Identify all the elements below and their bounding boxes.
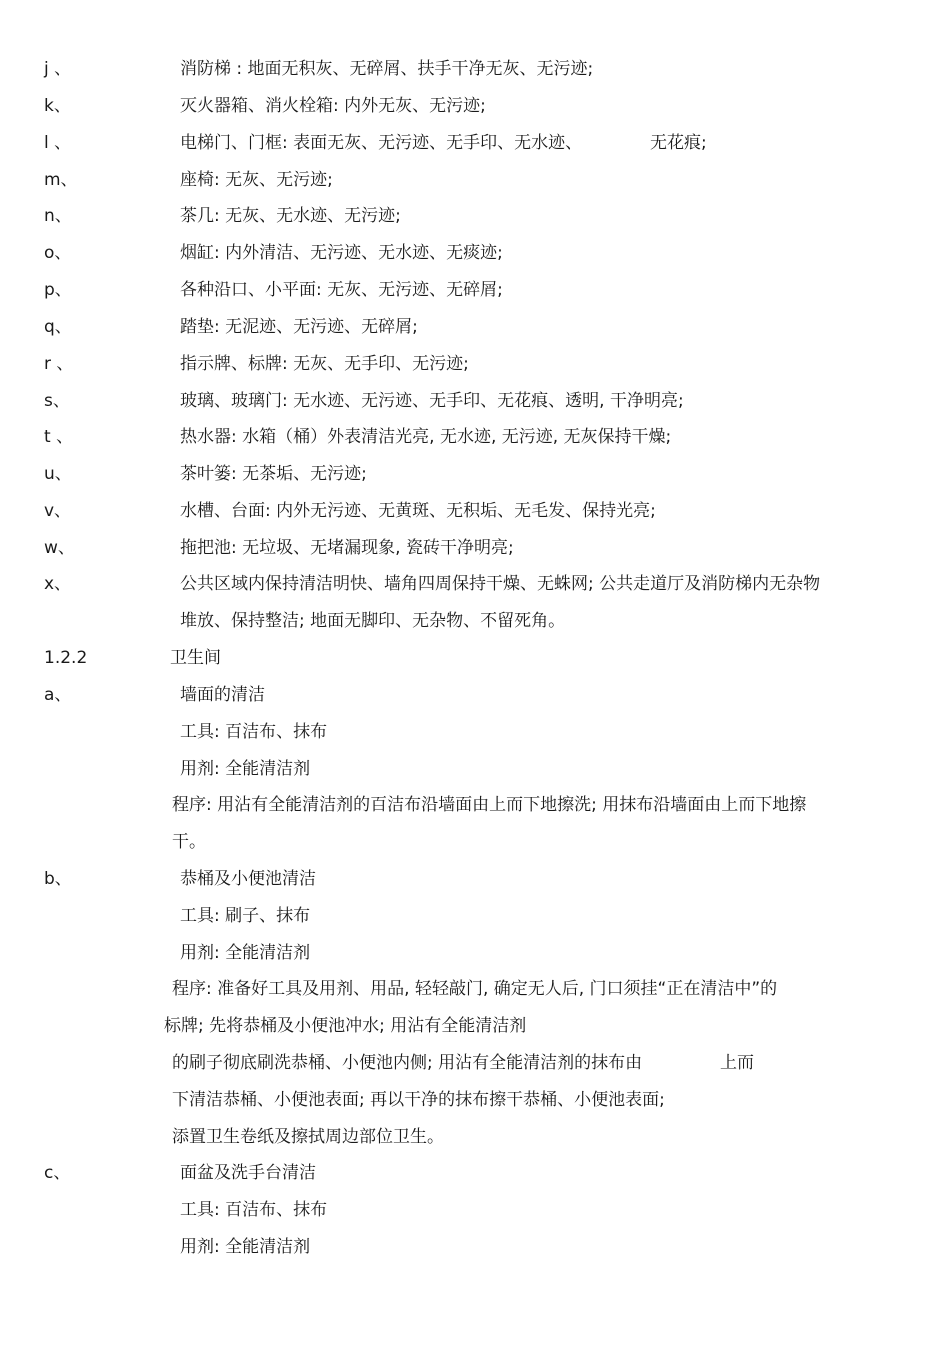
item-marker: t 、	[44, 427, 74, 447]
list-item	[0, 423, 950, 451]
item-text: 电梯门、门框: 表面无灰、无污迹、无手印、无水迹、	[180, 133, 583, 153]
procedure-line	[0, 1012, 950, 1040]
item-text: 堆放、保持整洁; 地面无脚印、无杂物、不留死角。	[180, 611, 566, 631]
item-text-extra: 无花痕;	[650, 133, 707, 153]
item-marker: r 、	[44, 354, 74, 374]
agent-text: 用剂: 全能清洁剂	[180, 759, 311, 779]
subsection-title: 墙面的清洁	[180, 685, 265, 705]
item-marker: w、	[44, 538, 75, 558]
procedure-line	[0, 1086, 950, 1114]
item-text: 茶叶篓: 无茶垢、无污迹;	[180, 464, 367, 484]
subsection-heading	[0, 1159, 950, 1187]
list-item	[0, 387, 950, 415]
procedure-line	[0, 1049, 950, 1077]
item-text: 水槽、台面: 内外无污迹、无黄斑、无积垢、无毛发、保持光亮;	[180, 501, 656, 521]
subsection-marker: b、	[44, 869, 72, 889]
item-marker: x、	[44, 574, 72, 594]
item-marker: l 、	[44, 133, 72, 153]
subsection-marker: a、	[44, 685, 72, 705]
item-marker: u、	[44, 464, 72, 484]
subsection-heading	[0, 865, 950, 893]
list-item	[0, 534, 950, 562]
section-number: 1.2.2	[44, 648, 88, 668]
procedure-text: 添置卫生卷纸及擦拭周边部位卫生。	[172, 1127, 444, 1147]
item-text: 茶几: 无灰、无水迹、无污迹;	[180, 206, 401, 226]
tools-line	[0, 718, 950, 746]
item-text: 消防梯 : 地面无积灰、无碎屑、扶手干净无灰、无污迹;	[180, 59, 594, 79]
procedure-text-extra: 上而	[720, 1053, 754, 1073]
list-item	[0, 570, 950, 598]
item-marker: s、	[44, 391, 70, 411]
item-text: 玻璃、玻璃门: 无水迹、无污迹、无手印、无花痕、透明, 干净明亮;	[180, 391, 684, 411]
subsection-title: 恭桶及小便池清洁	[180, 869, 316, 889]
list-item	[0, 313, 950, 341]
item-text: 各种沿口、小平面: 无灰、无污迹、无碎屑;	[180, 280, 503, 300]
procedure-text: 下清洁恭桶、小便池表面; 再以干净的抹布擦干恭桶、小便池表面;	[172, 1090, 665, 1110]
procedure-text: 程序: 准备好工具及用剂、用品, 轻轻敲门, 确定无人后, 门口须挂“正在清洁中”的	[172, 979, 778, 999]
item-marker: k、	[44, 96, 71, 116]
procedure-text: 标牌; 先将恭桶及小便池冲水; 用沾有全能清洁剂	[164, 1016, 527, 1036]
item-marker: m、	[44, 170, 78, 190]
item-marker: q、	[44, 317, 72, 337]
list-item	[0, 350, 950, 378]
agent-line	[0, 755, 950, 783]
item-marker: j 、	[44, 59, 72, 79]
item-text: 烟缸: 内外清洁、无污迹、无水迹、无痰迹;	[180, 243, 503, 263]
section-heading	[0, 644, 950, 672]
procedure-line	[0, 975, 950, 1003]
item-text: 座椅: 无灰、无污迹;	[180, 170, 333, 190]
procedure-text: 程序: 用沾有全能清洁剂的百洁布沿墙面由上而下地擦洗; 用抹布沿墙面由上而下地擦	[172, 795, 807, 815]
item-text: 灭火器箱、消火栓箱: 内外无灰、无污迹;	[180, 96, 486, 116]
list-item-continuation	[0, 607, 950, 635]
list-item	[0, 129, 950, 157]
tools-line	[0, 902, 950, 930]
list-item	[0, 460, 950, 488]
subsection-marker: c、	[44, 1163, 71, 1183]
list-item	[0, 92, 950, 120]
procedure-line	[0, 1123, 950, 1151]
agent-line	[0, 1233, 950, 1261]
tools-text: 工具: 百洁布、抹布	[180, 1200, 328, 1220]
subsection-heading	[0, 681, 950, 709]
agent-line	[0, 939, 950, 967]
item-text: 踏垫: 无泥迹、无污迹、无碎屑;	[180, 317, 418, 337]
procedure-text: 干。	[172, 832, 206, 852]
section-title: 卫生间	[170, 648, 221, 668]
item-marker: v、	[44, 501, 72, 521]
tools-line	[0, 1196, 950, 1224]
item-text: 指示牌、标牌: 无灰、无手印、无污迹;	[180, 354, 469, 374]
tools-text: 工具: 百洁布、抹布	[180, 722, 328, 742]
list-item	[0, 166, 950, 194]
procedure-line	[0, 791, 950, 819]
list-item	[0, 202, 950, 230]
item-text: 公共区域内保持清洁明快、墙角四周保持干燥、无蛛网; 公共走道厅及消防梯内无杂物	[180, 574, 821, 594]
item-text: 拖把池: 无垃圾、无堵漏现象, 瓷砖干净明亮;	[180, 538, 514, 558]
tools-text: 工具: 刷子、抹布	[180, 906, 311, 926]
agent-text: 用剂: 全能清洁剂	[180, 943, 311, 963]
procedure-line	[0, 828, 950, 856]
procedure-text: 的刷子彻底刷洗恭桶、小便池内侧; 用沾有全能清洁剂的抹布由	[172, 1053, 643, 1073]
list-item	[0, 497, 950, 525]
item-marker: p、	[44, 280, 72, 300]
agent-text: 用剂: 全能清洁剂	[180, 1237, 311, 1257]
list-item	[0, 276, 950, 304]
item-marker: o、	[44, 243, 72, 263]
subsection-title: 面盆及洗手台清洁	[180, 1163, 316, 1183]
list-item	[0, 239, 950, 267]
item-text: 热水器: 水箱（桶）外表清洁光亮, 无水迹, 无污迹, 无灰保持干燥;	[180, 427, 672, 447]
list-item	[0, 55, 950, 83]
item-marker: n、	[44, 206, 72, 226]
